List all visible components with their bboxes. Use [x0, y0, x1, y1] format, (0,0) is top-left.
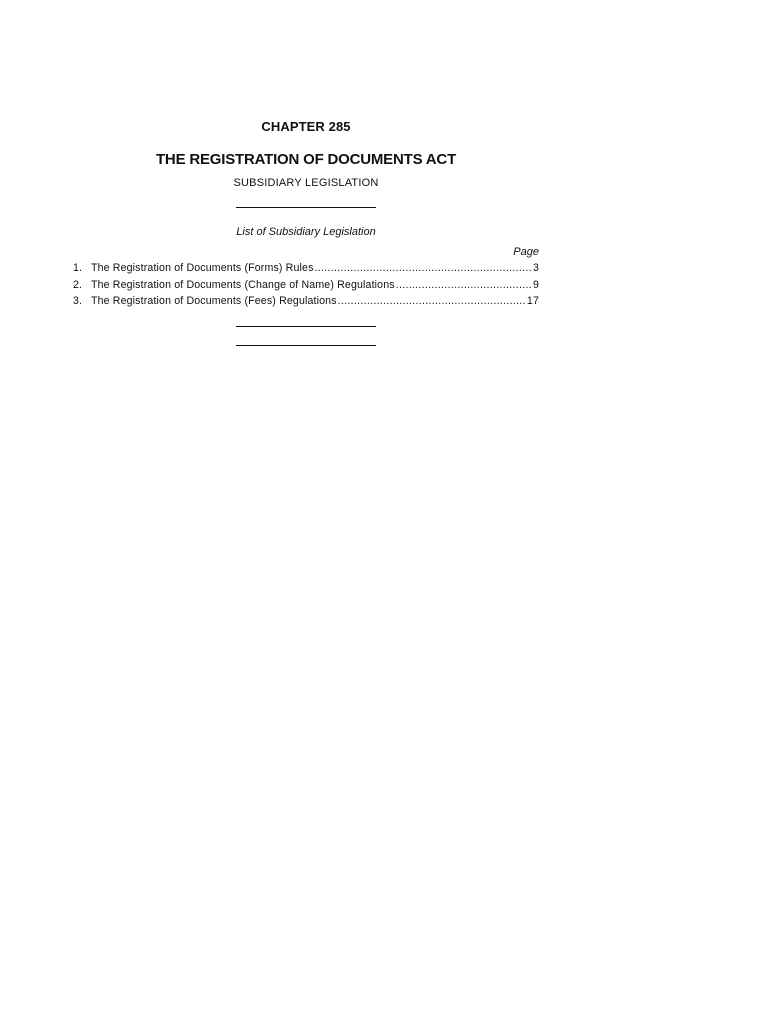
- toc-entry-number: 1.: [73, 262, 83, 274]
- toc-entry-title: The Registration of Documents (Change of Name) Regulations: [91, 278, 395, 291]
- toc-entry-page: 17: [526, 295, 539, 307]
- toc-entry-title: The Registration of Documents (Fees) Regulations: [91, 295, 337, 307]
- act-title: THE REGISTRATION OF DOCUMENTS ACT: [155, 151, 457, 168]
- toc-entry-page: 9: [532, 278, 539, 291]
- toc-entry[interactable]: [73, 279, 539, 296]
- divider-rule: [236, 326, 376, 327]
- chapter-heading: CHAPTER 285: [261, 119, 351, 134]
- page-column-label: Page: [513, 246, 539, 258]
- toc-entry[interactable]: [73, 295, 539, 312]
- dot-leader: [315, 262, 532, 274]
- divider-rule: [236, 207, 376, 208]
- subsidiary-legislation-heading: SUBSIDIARY LEGISLATION: [233, 177, 379, 189]
- table-of-contents: [73, 262, 539, 312]
- toc-entry[interactable]: [73, 262, 539, 279]
- dot-leader: [396, 279, 532, 291]
- toc-entry-number: 2.: [73, 278, 83, 291]
- list-heading: List of Subsidiary Legislation: [236, 226, 376, 238]
- toc-entry-page: 3: [532, 262, 539, 274]
- toc-entry-title: The Registration of Documents (Forms) Rules: [91, 262, 314, 274]
- divider-rule: [236, 345, 376, 346]
- toc-entry-number: 3.: [73, 295, 83, 307]
- dot-leader: [338, 295, 526, 307]
